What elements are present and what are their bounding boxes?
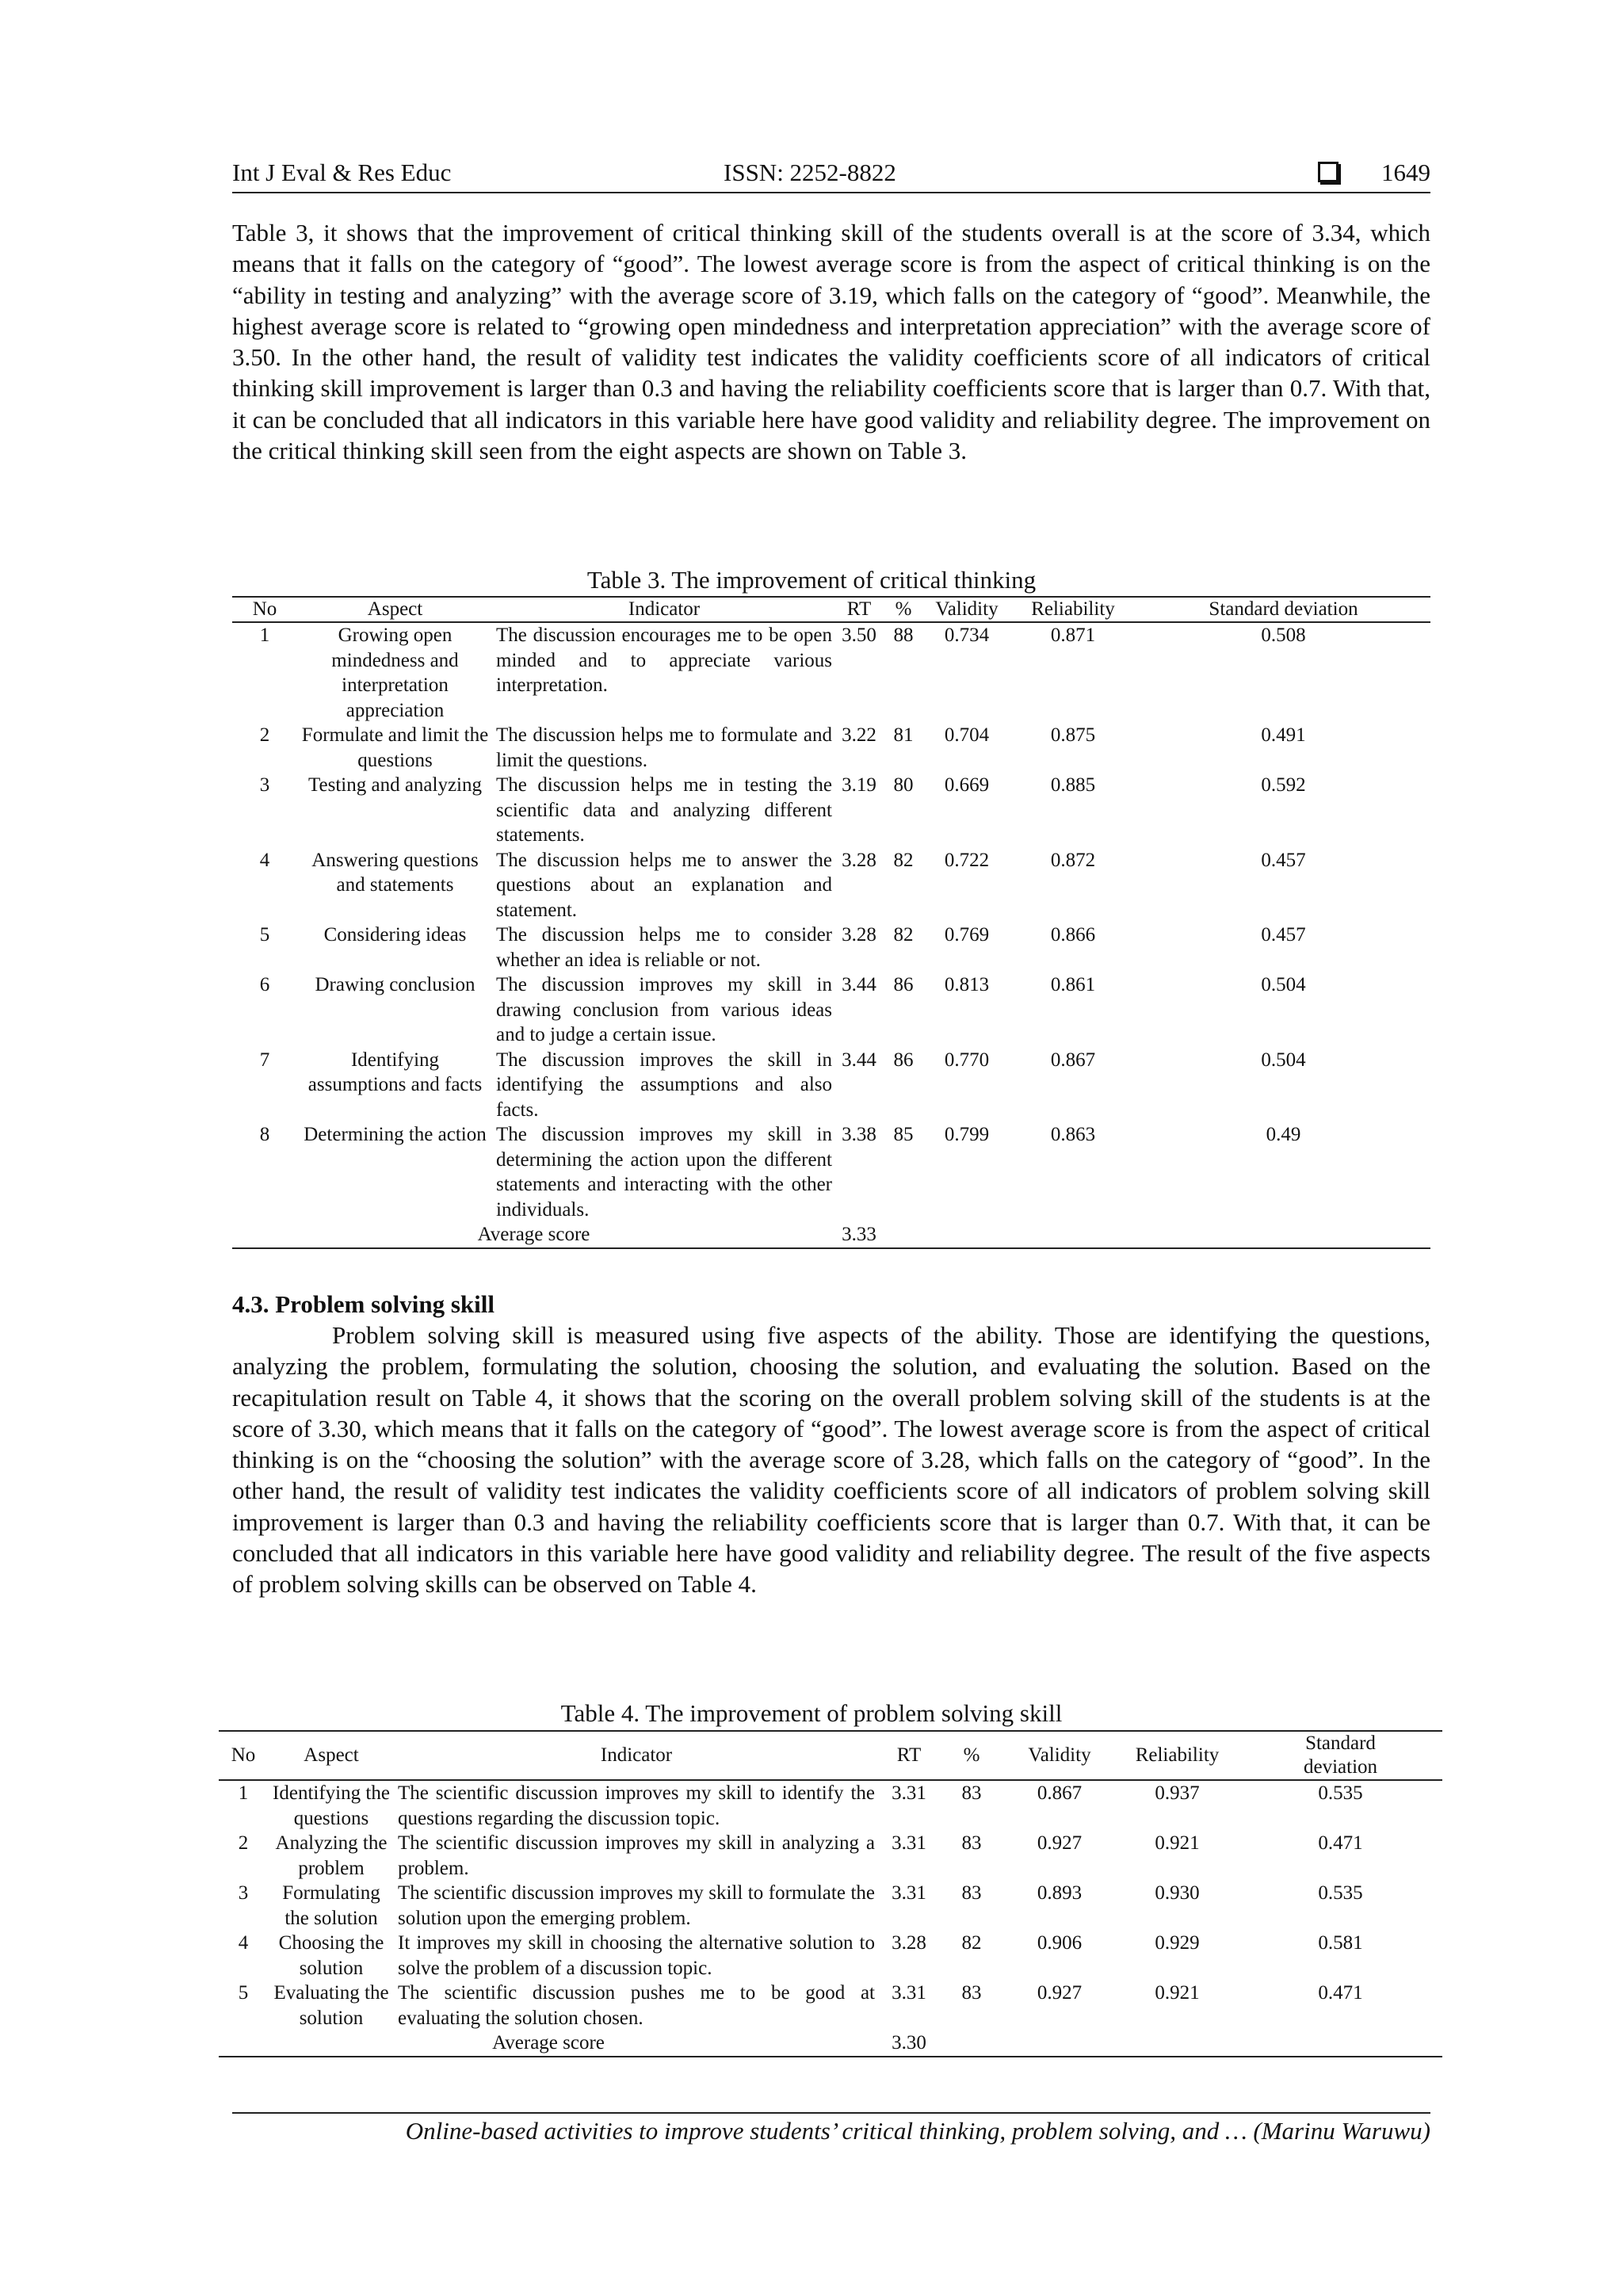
table-cell: 3.28 bbox=[842, 924, 876, 946]
table-cell: 82 bbox=[893, 849, 914, 871]
table-cell: 0.929 bbox=[1155, 1932, 1200, 1954]
table4-header-cell: % bbox=[940, 1731, 1003, 1780]
table-cell: Evaluating the solution bbox=[273, 1982, 389, 2029]
table-cell: 3.31 bbox=[892, 1982, 926, 2004]
table-cell: Formulate and limit the questions bbox=[301, 724, 489, 771]
table-cell: 88 bbox=[893, 625, 914, 646]
issn: ISSN: 2252-8822 bbox=[724, 159, 896, 186]
table-cell: 0.734 bbox=[944, 625, 990, 646]
table-cell: 0.871 bbox=[1050, 625, 1096, 646]
table-cell: 3.31 bbox=[892, 1782, 926, 1804]
table-cell: 0.592 bbox=[1261, 774, 1306, 796]
table-cell: Analyzing the problem bbox=[275, 1832, 388, 1879]
intro-paragraph: Table 3, it shows that the improvement of critical thinking skill of the students overall is at the score of 3.34, which means that it falls on the category of “good”. The lowest average score is from the aspect of critical thinking is on the “ability in testing and analyzing” with the average score of 3.19, which falls on the category of “good”. Meanwhile, the highest average score is related to “growing open mindedness and interpretation appreciation” with the average score of 3.50. In the other hand, the result of validity test indicates the validity coefficients score of all indicators of critical thinking skill improvement is larger than 0.3 and having the reliability coefficients score that is larger than 0.7. With that, it can be concluded that all indicators in this variable here have good validity and reliability degree. The improvement on the critical thinking skill seen from the eight aspects are shown on Table 3. bbox=[232, 219, 1430, 465]
table-cell: The scientific discussion improves my skill to formulate the solution upon the emerging problem. bbox=[398, 1882, 875, 1929]
table-cell: 0.704 bbox=[944, 724, 990, 746]
table-cell: 83 bbox=[961, 1982, 982, 2004]
table-cell: 2 bbox=[238, 1832, 249, 1854]
table3-header-cell: Standard deviation bbox=[1136, 597, 1430, 622]
square-bullet-icon bbox=[1318, 162, 1338, 182]
table-cell: The discussion helps me to answer the questions about an explanation and statement. bbox=[496, 849, 832, 921]
table-cell: 0.885 bbox=[1050, 774, 1096, 796]
table-cell: 81 bbox=[893, 724, 914, 746]
section-heading: 4.3. Problem solving skill bbox=[232, 1290, 495, 1318]
table-cell: The discussion improves my skill in drawing conclusion from various ideas and to judge a certain issue. bbox=[496, 974, 832, 1045]
table-cell: Determining the action bbox=[304, 1124, 487, 1145]
table-cell: 0.722 bbox=[944, 849, 990, 871]
table-cell: 0.921 bbox=[1155, 1982, 1200, 2004]
table4-caption: Table 4. The improvement of problem solving skill bbox=[560, 1699, 1063, 1727]
table-cell: 0.471 bbox=[1318, 1832, 1363, 1854]
table-cell: 80 bbox=[893, 774, 914, 796]
table-cell: 0.770 bbox=[944, 1049, 990, 1071]
table-cell: 0.937 bbox=[1155, 1782, 1200, 1804]
table-cell: 0.875 bbox=[1050, 724, 1096, 746]
table3-header-cell: Validity bbox=[924, 597, 1010, 622]
table4-header-cell: No bbox=[219, 1731, 268, 1780]
table3-caption: Table 3. The improvement of critical thinking bbox=[586, 566, 1037, 594]
table-cell: 0.669 bbox=[944, 774, 990, 796]
empty-cell bbox=[940, 2030, 1442, 2057]
table-cell: 82 bbox=[893, 924, 914, 946]
table-cell: Testing and analyzing bbox=[307, 774, 483, 796]
table-cell: 0.861 bbox=[1050, 974, 1096, 995]
table-cell: 83 bbox=[961, 1832, 982, 1854]
table-cell: 0.866 bbox=[1050, 924, 1096, 946]
table-critical-thinking bbox=[232, 596, 1430, 1249]
running-header bbox=[232, 155, 1430, 193]
table-cell: 85 bbox=[893, 1124, 914, 1145]
table-cell: 0.893 bbox=[1037, 1882, 1083, 1904]
table3-header-row bbox=[232, 597, 1430, 622]
average-label: Average score bbox=[492, 2032, 605, 2053]
table-cell: 0.769 bbox=[944, 924, 990, 946]
table-cell: 4 bbox=[259, 849, 270, 871]
table-row bbox=[232, 1122, 1430, 1222]
table-cell: 0.508 bbox=[1261, 625, 1306, 646]
table3-header-cell: Aspect bbox=[297, 597, 493, 622]
table-cell: 3.28 bbox=[842, 849, 876, 871]
table-cell: 2 bbox=[259, 724, 270, 746]
table-cell: 1 bbox=[238, 1782, 249, 1804]
table-row bbox=[219, 1931, 1442, 1981]
table-cell: 0.504 bbox=[1261, 1049, 1306, 1071]
table-row bbox=[232, 723, 1430, 773]
table-cell: Identifying assumptions and facts bbox=[307, 1049, 483, 1095]
table-cell: 0.930 bbox=[1155, 1882, 1200, 1904]
table4-header-cell: Standard deviation bbox=[1239, 1731, 1442, 1780]
average-value: 3.33 bbox=[842, 1224, 876, 1245]
table-cell: Growing open mindedness and interpretation appreciation bbox=[331, 625, 459, 721]
table-cell: The scientific discussion pushes me to be good at evaluating the solution chosen. bbox=[398, 1982, 875, 2029]
table-cell: 0.863 bbox=[1050, 1124, 1096, 1145]
problem-solving-paragraph: Problem solving skill is measured using five aspects of the ability. Those are identifying the questions, analyzing the problem, formulating the solution, choosing the solution, and evaluating the solution. Based on the recapitulation result on Table 4, it shows that the scoring on the overall problem solving skill of the students is at the score of 3.30, which means that it falls on the category of “good”. The lowest average score is from the aspect of critical thinking is on the “choosing the solution” with the average score of 3.28, which falls on the category of “good”. In the other hand, the result of validity test indicates the validity coefficients score of all indicators of problem solving skill improvement is larger than 0.3 and having the reliability coefficients score that is larger than 0.7. With that, it can be concluded that all indicators in this variable here have good validity and reliability degree. The result of the five aspects of problem solving skills can be observed on Table 4. bbox=[232, 1321, 1430, 1599]
table-cell: 0.581 bbox=[1318, 1932, 1363, 1954]
table-row bbox=[219, 1831, 1442, 1881]
table-cell: Drawing conclusion bbox=[315, 974, 475, 995]
table-cell: 0.535 bbox=[1318, 1782, 1363, 1804]
table-cell: 86 bbox=[893, 974, 914, 995]
table-row bbox=[219, 1981, 1442, 2030]
table-row bbox=[219, 1881, 1442, 1931]
table4-header-cell: Indicator bbox=[395, 1731, 878, 1780]
table-cell: 1 bbox=[259, 625, 270, 646]
table-cell: 3.31 bbox=[892, 1832, 926, 1854]
table-cell: Formulating the solution bbox=[282, 1882, 380, 1929]
table-cell: 3 bbox=[259, 774, 270, 796]
table-cell: The discussion improves the skill in identifying the assumptions and also facts. bbox=[496, 1049, 832, 1121]
running-footer: Online-based activities to improve students’ critical thinking, problem solving, and … (Marinu Waruwu) bbox=[232, 2112, 1430, 2145]
table-cell: It improves my skill in choosing the alternative solution to solve the problem of a discussion topic. bbox=[398, 1932, 875, 1979]
table-cell: Identifying the questions bbox=[273, 1782, 390, 1829]
table-cell: 86 bbox=[893, 1049, 914, 1071]
table-cell: The scientific discussion improves my skill in analyzing a problem. bbox=[398, 1832, 875, 1879]
table-cell: 82 bbox=[961, 1932, 982, 1954]
table-cell: 0.504 bbox=[1261, 974, 1306, 995]
table-cell: The discussion helps me to formulate and limit the questions. bbox=[496, 724, 832, 771]
table-cell: 0.457 bbox=[1261, 924, 1306, 946]
table3-average-row bbox=[232, 1222, 1430, 1248]
table-cell: 3.28 bbox=[892, 1932, 926, 1954]
journal-name: Int J Eval & Res Educ bbox=[232, 159, 452, 186]
table-cell: The discussion helps me in testing the scientific data and analyzing different statements. bbox=[496, 774, 832, 846]
table-cell: 0.457 bbox=[1261, 849, 1306, 871]
table-cell: 0.927 bbox=[1037, 1832, 1083, 1854]
table-cell: 5 bbox=[238, 1982, 249, 2004]
table-cell: 83 bbox=[961, 1882, 982, 1904]
table4-header-cell: Reliability bbox=[1116, 1731, 1239, 1780]
table-row bbox=[232, 923, 1430, 972]
table-cell: 8 bbox=[259, 1124, 270, 1145]
table3-header-cell: RT bbox=[835, 597, 883, 622]
table-cell: 3 bbox=[238, 1882, 249, 1904]
table-row bbox=[232, 773, 1430, 848]
table-cell: 0.471 bbox=[1318, 1982, 1363, 2004]
table-cell: 7 bbox=[259, 1049, 270, 1071]
table-cell: Choosing the solution bbox=[278, 1932, 384, 1979]
table-cell: 3.38 bbox=[842, 1124, 876, 1145]
table-cell: 0.535 bbox=[1318, 1882, 1363, 1904]
table-cell: 3.50 bbox=[842, 625, 876, 646]
table-cell: 0.813 bbox=[944, 974, 990, 995]
table-cell: The discussion helps me to consider whether an idea is reliable or not. bbox=[496, 924, 832, 971]
table-cell: The scientific discussion improves my skill to identify the questions regarding the discussion topic. bbox=[398, 1782, 875, 1829]
page-number: 1649 bbox=[1381, 159, 1430, 186]
table-cell: 0.867 bbox=[1037, 1782, 1083, 1804]
table3-header-cell: % bbox=[883, 597, 924, 622]
table-cell: 4 bbox=[238, 1932, 249, 1954]
table-cell: 3.44 bbox=[842, 1049, 876, 1071]
table3-header-cell: Reliability bbox=[1010, 597, 1136, 622]
table-cell: 0.49 bbox=[1266, 1124, 1301, 1145]
table-row bbox=[219, 1780, 1442, 1831]
table-row bbox=[232, 622, 1430, 723]
table4-header-cell: RT bbox=[878, 1731, 940, 1780]
table-cell: 3.22 bbox=[842, 724, 876, 746]
table-cell: 0.872 bbox=[1050, 849, 1096, 871]
table-row bbox=[232, 972, 1430, 1048]
average-value: 3.30 bbox=[892, 2032, 926, 2053]
empty-cell bbox=[883, 1222, 1430, 1248]
table-problem-solving bbox=[219, 1730, 1442, 2057]
table-cell: 83 bbox=[961, 1782, 982, 1804]
table-cell: 5 bbox=[259, 924, 270, 946]
table-row bbox=[232, 848, 1430, 923]
table3-header-cell: Indicator bbox=[493, 597, 835, 622]
table-cell: 3.19 bbox=[842, 774, 876, 796]
table-cell: 3.31 bbox=[892, 1882, 926, 1904]
table3-header-cell: No bbox=[232, 597, 297, 622]
table-cell: 0.867 bbox=[1050, 1049, 1096, 1071]
table4-average-row bbox=[219, 2030, 1442, 2057]
table-cell: 6 bbox=[259, 974, 270, 995]
table4-header-cell: Validity bbox=[1003, 1731, 1116, 1780]
table-cell: 0.921 bbox=[1155, 1832, 1200, 1854]
table-cell: 0.491 bbox=[1261, 724, 1306, 746]
table-cell: 0.799 bbox=[944, 1124, 990, 1145]
average-label: Average score bbox=[477, 1224, 590, 1245]
table-row bbox=[232, 1048, 1430, 1123]
table-cell: Answering questions and statements bbox=[311, 849, 479, 896]
table4-header-row bbox=[219, 1731, 1442, 1780]
table-cell: Considering ideas bbox=[323, 924, 467, 946]
table-cell: 3.44 bbox=[842, 974, 876, 995]
table-cell: 0.906 bbox=[1037, 1932, 1083, 1954]
table-cell: The discussion encourages me to be open minded and to appreciate various interpretation. bbox=[496, 625, 832, 696]
table-cell: 0.927 bbox=[1037, 1982, 1083, 2004]
table-cell: The discussion improves my skill in determining the action upon the different statements and interacting with the other individuals. bbox=[496, 1124, 832, 1221]
table4-header-cell: Aspect bbox=[268, 1731, 395, 1780]
